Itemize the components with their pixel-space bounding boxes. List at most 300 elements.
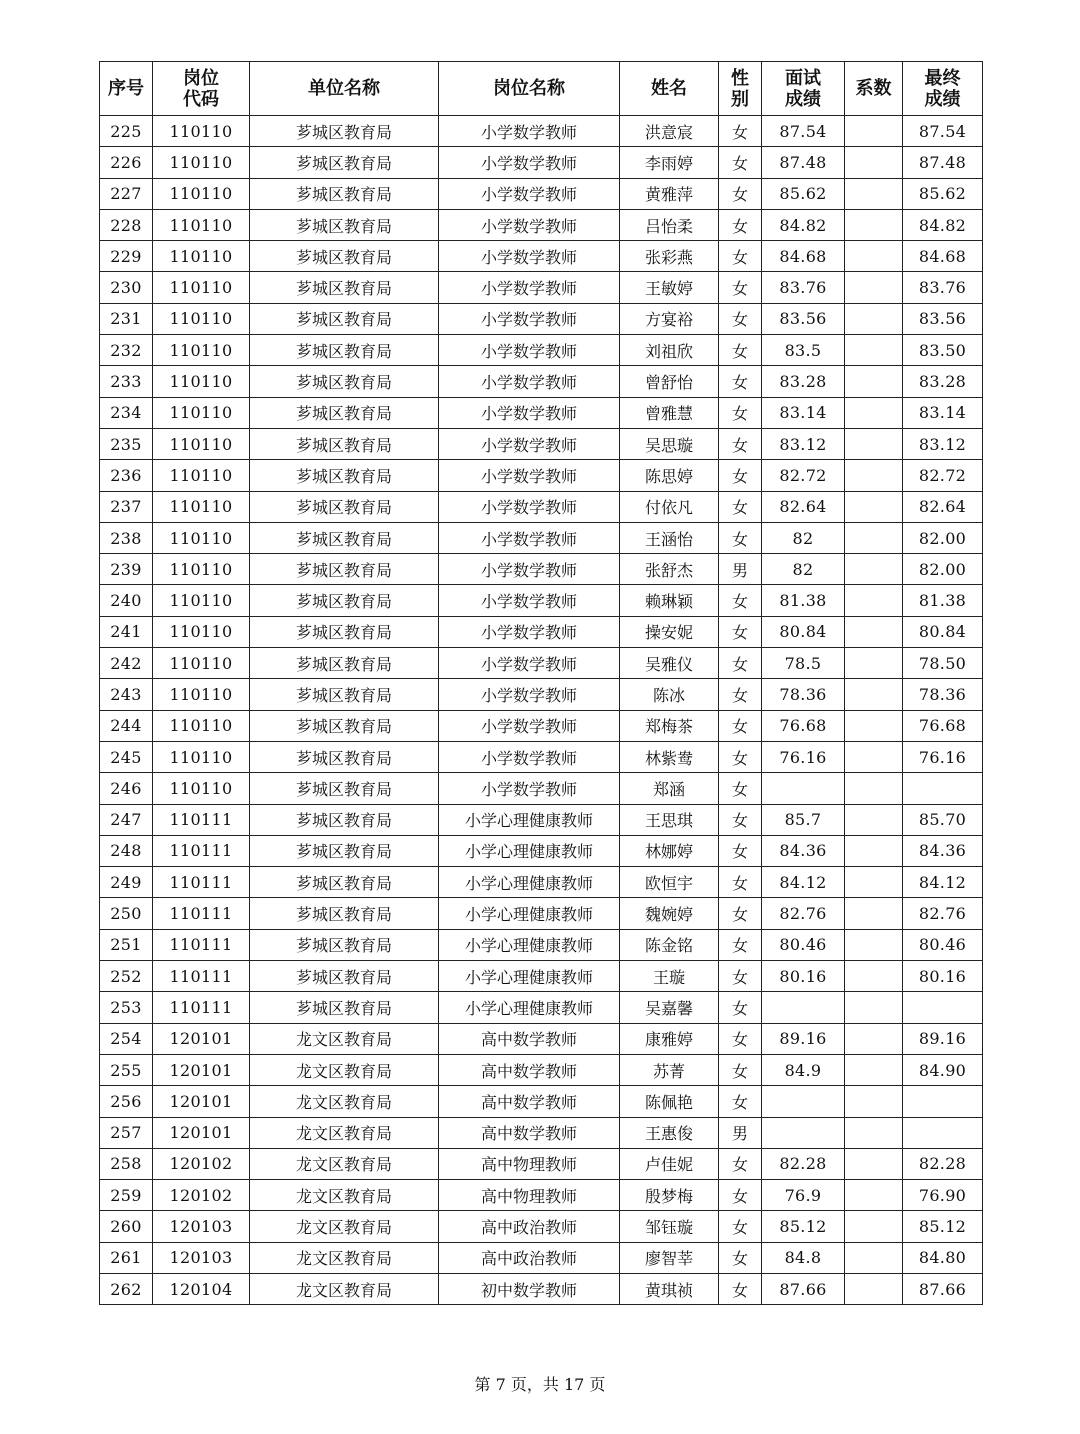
table-row [100,1273,983,1304]
table-row [100,554,983,585]
cell-seq: 260 [100,1211,153,1242]
cell-post-name: 小学数学教师 [439,491,620,522]
cell-unit-name: 芗城区教育局 [250,335,439,366]
cell-unit-name: 芗城区教育局 [250,116,439,147]
cell-name: 王思琪 [620,804,719,835]
cell-final-score: 85.12 [903,1211,983,1242]
cell-gender: 男 [719,1117,762,1148]
cell-post-code: 110110 [153,616,250,647]
cell-gender: 女 [719,710,762,741]
cell-coefficient [845,303,903,334]
cell-coefficient [845,898,903,929]
cell-interview-score: 87.48 [762,147,845,178]
cell-unit-name: 芗城区教育局 [250,460,439,491]
cell-post-name: 小学数学教师 [439,679,620,710]
cell-coefficient [845,804,903,835]
cell-seq: 230 [100,272,153,303]
cell-gender: 女 [719,1148,762,1179]
cell-final-score: 84.68 [903,241,983,272]
cell-name: 吴思璇 [620,428,719,459]
cell-name: 吴雅仪 [620,648,719,679]
cell-seq: 257 [100,1117,153,1148]
cell-name: 魏婉婷 [620,898,719,929]
cell-interview-score: 80.84 [762,616,845,647]
cell-final-score: 85.70 [903,804,983,835]
cell-seq: 236 [100,460,153,491]
header-coefficient: 系数 [845,62,903,116]
cell-interview-score: 87.54 [762,116,845,147]
cell-unit-name: 芗城区教育局 [250,303,439,334]
cell-unit-name: 芗城区教育局 [250,428,439,459]
cell-unit-name: 芗城区教育局 [250,241,439,272]
cell-seq: 253 [100,992,153,1023]
cell-post-code: 120101 [153,1086,250,1117]
cell-post-code: 120104 [153,1273,250,1304]
cell-post-code: 110110 [153,116,250,147]
cell-final-score: 82.76 [903,898,983,929]
table-row [100,1054,983,1085]
table-row [100,804,983,835]
cell-name: 洪意宸 [620,116,719,147]
cell-seq: 258 [100,1148,153,1179]
cell-post-name: 小学心理健康教师 [439,961,620,992]
cell-interview-score: 82.76 [762,898,845,929]
table-row [100,1211,983,1242]
cell-final-score: 84.82 [903,209,983,240]
cell-post-code: 110110 [153,679,250,710]
cell-gender: 女 [719,804,762,835]
header-post-name: 岗位名称 [439,62,620,116]
cell-interview-score [762,992,845,1023]
cell-unit-name: 芗城区教育局 [250,209,439,240]
cell-seq: 244 [100,710,153,741]
table-row [100,116,983,147]
table-row [100,648,983,679]
cell-final-score: 87.54 [903,116,983,147]
cell-seq: 233 [100,366,153,397]
cell-post-code: 110110 [153,710,250,741]
results-table [99,61,983,1305]
cell-gender: 女 [719,272,762,303]
cell-name: 黄雅萍 [620,178,719,209]
cell-final-score: 82.64 [903,491,983,522]
cell-seq: 228 [100,209,153,240]
cell-name: 吕怡柔 [620,209,719,240]
cell-post-code: 110110 [153,335,250,366]
cell-unit-name: 芗城区教育局 [250,898,439,929]
cell-unit-name: 龙文区教育局 [250,1180,439,1211]
cell-post-name: 小学数学教师 [439,209,620,240]
cell-seq: 251 [100,929,153,960]
cell-post-code: 110110 [153,241,250,272]
header-post-code: 岗位 代码 [153,62,250,116]
cell-coefficient [845,554,903,585]
header-gender: 性 别 [719,62,762,116]
cell-post-code: 120102 [153,1148,250,1179]
cell-final-score [903,1117,983,1148]
cell-unit-name: 芗城区教育局 [250,710,439,741]
cell-final-score: 76.16 [903,741,983,772]
cell-unit-name: 芗城区教育局 [250,272,439,303]
cell-unit-name: 芗城区教育局 [250,835,439,866]
cell-coefficient [845,1242,903,1273]
cell-name: 王璇 [620,961,719,992]
cell-coefficient [845,522,903,553]
cell-name: 吴嘉馨 [620,992,719,1023]
table-row [100,679,983,710]
table-row [100,397,983,428]
cell-gender: 男 [719,554,762,585]
cell-seq: 246 [100,773,153,804]
cell-seq: 239 [100,554,153,585]
table-row [100,460,983,491]
cell-seq: 237 [100,491,153,522]
cell-post-name: 小学数学教师 [439,147,620,178]
cell-name: 苏菁 [620,1054,719,1085]
cell-unit-name: 芗城区教育局 [250,397,439,428]
cell-name: 陈冰 [620,679,719,710]
cell-post-name: 小学数学教师 [439,116,620,147]
table-row [100,929,983,960]
cell-coefficient [845,209,903,240]
cell-gender: 女 [719,522,762,553]
cell-coefficient [845,178,903,209]
cell-seq: 235 [100,428,153,459]
cell-interview-score: 89.16 [762,1023,845,1054]
cell-final-score: 83.12 [903,428,983,459]
cell-seq: 232 [100,335,153,366]
cell-interview-score [762,773,845,804]
cell-coefficient [845,491,903,522]
cell-name: 邹钰璇 [620,1211,719,1242]
cell-name: 付依凡 [620,491,719,522]
header-seq: 序号 [100,62,153,116]
cell-gender: 女 [719,616,762,647]
cell-gender: 女 [719,1211,762,1242]
cell-coefficient [845,116,903,147]
cell-coefficient [845,773,903,804]
cell-interview-score [762,1086,845,1117]
cell-post-name: 高中数学教师 [439,1054,620,1085]
cell-post-code: 110111 [153,961,250,992]
cell-gender: 女 [719,116,762,147]
cell-name: 张舒杰 [620,554,719,585]
cell-gender: 女 [719,835,762,866]
cell-gender: 女 [719,867,762,898]
cell-gender: 女 [719,648,762,679]
cell-seq: 231 [100,303,153,334]
cell-coefficient [845,961,903,992]
cell-final-score: 82.00 [903,522,983,553]
cell-post-name: 小学数学教师 [439,741,620,772]
cell-coefficient [845,335,903,366]
cell-final-score: 84.12 [903,867,983,898]
cell-post-name: 小学数学教师 [439,428,620,459]
table-row [100,710,983,741]
cell-post-name: 小学数学教师 [439,460,620,491]
cell-interview-score: 82.64 [762,491,845,522]
header-interview-score: 面试 成绩 [762,62,845,116]
table-row [100,741,983,772]
header-unit-name: 单位名称 [250,62,439,116]
cell-final-score: 81.38 [903,585,983,616]
cell-unit-name: 龙文区教育局 [250,1086,439,1117]
cell-interview-score: 83.76 [762,272,845,303]
cell-gender: 女 [719,428,762,459]
cell-coefficient [845,1117,903,1148]
cell-seq: 261 [100,1242,153,1273]
table-row [100,147,983,178]
cell-final-score: 85.62 [903,178,983,209]
cell-interview-score: 76.9 [762,1180,845,1211]
cell-unit-name: 芗城区教育局 [250,491,439,522]
table-row [100,1148,983,1179]
cell-seq: 227 [100,178,153,209]
cell-coefficient [845,867,903,898]
cell-seq: 234 [100,397,153,428]
cell-final-score: 80.16 [903,961,983,992]
cell-post-name: 高中数学教师 [439,1117,620,1148]
cell-post-name: 小学心理健康教师 [439,835,620,866]
cell-final-score: 78.36 [903,679,983,710]
cell-seq: 245 [100,741,153,772]
cell-interview-score: 84.36 [762,835,845,866]
table-row [100,898,983,929]
cell-name: 欧恒宇 [620,867,719,898]
cell-unit-name: 芗城区教育局 [250,961,439,992]
cell-seq: 259 [100,1180,153,1211]
table-header [100,62,983,116]
cell-post-code: 110110 [153,554,250,585]
cell-name: 张彩燕 [620,241,719,272]
table-row [100,961,983,992]
cell-post-code: 110111 [153,804,250,835]
cell-coefficient [845,1211,903,1242]
cell-coefficient [845,1086,903,1117]
cell-final-score: 78.50 [903,648,983,679]
cell-interview-score: 84.9 [762,1054,845,1085]
cell-gender: 女 [719,898,762,929]
cell-post-name: 小学心理健康教师 [439,929,620,960]
cell-post-code: 110110 [153,460,250,491]
cell-unit-name: 芗城区教育局 [250,178,439,209]
cell-gender: 女 [719,773,762,804]
cell-post-code: 110110 [153,178,250,209]
cell-gender: 女 [719,1086,762,1117]
cell-interview-score: 82 [762,522,845,553]
cell-name: 方宴裕 [620,303,719,334]
cell-name: 林娜婷 [620,835,719,866]
cell-post-name: 高中物理教师 [439,1180,620,1211]
cell-interview-score [762,1117,845,1148]
cell-unit-name: 芗城区教育局 [250,741,439,772]
cell-coefficient [845,1180,903,1211]
cell-unit-name: 芗城区教育局 [250,773,439,804]
cell-seq: 225 [100,116,153,147]
cell-post-code: 110110 [153,428,250,459]
cell-seq: 256 [100,1086,153,1117]
cell-final-score: 87.48 [903,147,983,178]
cell-gender: 女 [719,209,762,240]
cell-gender: 女 [719,397,762,428]
cell-post-name: 小学数学教师 [439,710,620,741]
cell-post-name: 小学数学教师 [439,554,620,585]
cell-name: 林紫鸯 [620,741,719,772]
cell-coefficient [845,460,903,491]
cell-seq: 255 [100,1054,153,1085]
cell-interview-score: 78.36 [762,679,845,710]
cell-name: 卢佳妮 [620,1148,719,1179]
cell-final-score: 87.66 [903,1273,983,1304]
cell-post-code: 110110 [153,741,250,772]
cell-interview-score: 85.7 [762,804,845,835]
cell-interview-score: 83.5 [762,335,845,366]
cell-post-name: 小学数学教师 [439,241,620,272]
cell-coefficient [845,648,903,679]
cell-gender: 女 [719,1273,762,1304]
cell-post-name: 小学心理健康教师 [439,867,620,898]
cell-post-name: 小学数学教师 [439,178,620,209]
cell-seq: 249 [100,867,153,898]
cell-name: 曾舒怡 [620,366,719,397]
cell-post-name: 高中政治教师 [439,1242,620,1273]
cell-post-name: 小学数学教师 [439,522,620,553]
cell-post-code: 110110 [153,648,250,679]
cell-unit-name: 龙文区教育局 [250,1117,439,1148]
table-row [100,1117,983,1148]
header-row [100,62,983,116]
cell-name: 王敏婷 [620,272,719,303]
table-row [100,1023,983,1054]
cell-seq: 262 [100,1273,153,1304]
table-row [100,585,983,616]
cell-post-code: 120102 [153,1180,250,1211]
cell-coefficient [845,616,903,647]
cell-final-score: 76.68 [903,710,983,741]
cell-interview-score: 87.66 [762,1273,845,1304]
cell-gender: 女 [719,491,762,522]
cell-unit-name: 龙文区教育局 [250,1273,439,1304]
cell-final-score: 84.80 [903,1242,983,1273]
table-body [100,116,983,1305]
cell-seq: 248 [100,835,153,866]
cell-unit-name: 芗城区教育局 [250,992,439,1023]
cell-post-code: 110110 [153,397,250,428]
cell-post-code: 120101 [153,1117,250,1148]
cell-unit-name: 龙文区教育局 [250,1148,439,1179]
cell-interview-score: 76.68 [762,710,845,741]
table-row [100,491,983,522]
cell-unit-name: 芗城区教育局 [250,679,439,710]
cell-post-code: 110110 [153,272,250,303]
cell-interview-score: 84.82 [762,209,845,240]
cell-post-code: 110110 [153,366,250,397]
cell-gender: 女 [719,679,762,710]
cell-post-code: 110110 [153,303,250,334]
cell-unit-name: 芗城区教育局 [250,522,439,553]
cell-post-code: 110111 [153,835,250,866]
cell-coefficient [845,992,903,1023]
cell-interview-score: 82.72 [762,460,845,491]
cell-seq: 247 [100,804,153,835]
cell-post-code: 120101 [153,1054,250,1085]
cell-seq: 229 [100,241,153,272]
cell-interview-score: 83.14 [762,397,845,428]
cell-final-score: 82.28 [903,1148,983,1179]
cell-coefficient [845,1054,903,1085]
cell-unit-name: 芗城区教育局 [250,867,439,898]
cell-post-name: 小学数学教师 [439,335,620,366]
cell-gender: 女 [719,178,762,209]
cell-coefficient [845,710,903,741]
cell-post-code: 110110 [153,491,250,522]
table-row [100,1086,983,1117]
cell-final-score: 84.90 [903,1054,983,1085]
cell-gender: 女 [719,741,762,772]
cell-coefficient [845,397,903,428]
cell-seq: 250 [100,898,153,929]
cell-seq: 242 [100,648,153,679]
table-row [100,1180,983,1211]
cell-coefficient [845,679,903,710]
cell-seq: 254 [100,1023,153,1054]
cell-gender: 女 [719,460,762,491]
cell-final-score: 80.84 [903,616,983,647]
cell-post-name: 高中政治教师 [439,1211,620,1242]
header-final-score: 最终 成绩 [903,62,983,116]
cell-coefficient [845,272,903,303]
cell-seq: 240 [100,585,153,616]
cell-name: 李雨婷 [620,147,719,178]
cell-post-code: 110111 [153,898,250,929]
cell-post-code: 120103 [153,1211,250,1242]
cell-final-score: 83.14 [903,397,983,428]
cell-coefficient [845,1273,903,1304]
cell-post-name: 高中物理教师 [439,1148,620,1179]
cell-final-score: 82.00 [903,554,983,585]
table-row [100,428,983,459]
cell-name: 陈思婷 [620,460,719,491]
cell-coefficient [845,835,903,866]
cell-gender: 女 [719,992,762,1023]
cell-interview-score: 85.62 [762,178,845,209]
cell-gender: 女 [719,366,762,397]
cell-interview-score: 83.12 [762,428,845,459]
cell-post-name: 小学数学教师 [439,272,620,303]
cell-final-score: 89.16 [903,1023,983,1054]
cell-unit-name: 龙文区教育局 [250,1054,439,1085]
table-row [100,992,983,1023]
header-name: 姓名 [620,62,719,116]
cell-post-name: 小学心理健康教师 [439,804,620,835]
cell-unit-name: 芗城区教育局 [250,554,439,585]
cell-coefficient [845,929,903,960]
table-row [100,335,983,366]
cell-gender: 女 [719,1023,762,1054]
cell-final-score: 83.28 [903,366,983,397]
table-row [100,835,983,866]
cell-post-name: 小学数学教师 [439,303,620,334]
table-row [100,522,983,553]
cell-gender: 女 [719,303,762,334]
table-row [100,303,983,334]
cell-final-score [903,1086,983,1117]
cell-post-name: 小学数学教师 [439,585,620,616]
cell-post-name: 高中数学教师 [439,1023,620,1054]
cell-unit-name: 龙文区教育局 [250,1242,439,1273]
cell-unit-name: 芗城区教育局 [250,585,439,616]
cell-gender: 女 [719,929,762,960]
